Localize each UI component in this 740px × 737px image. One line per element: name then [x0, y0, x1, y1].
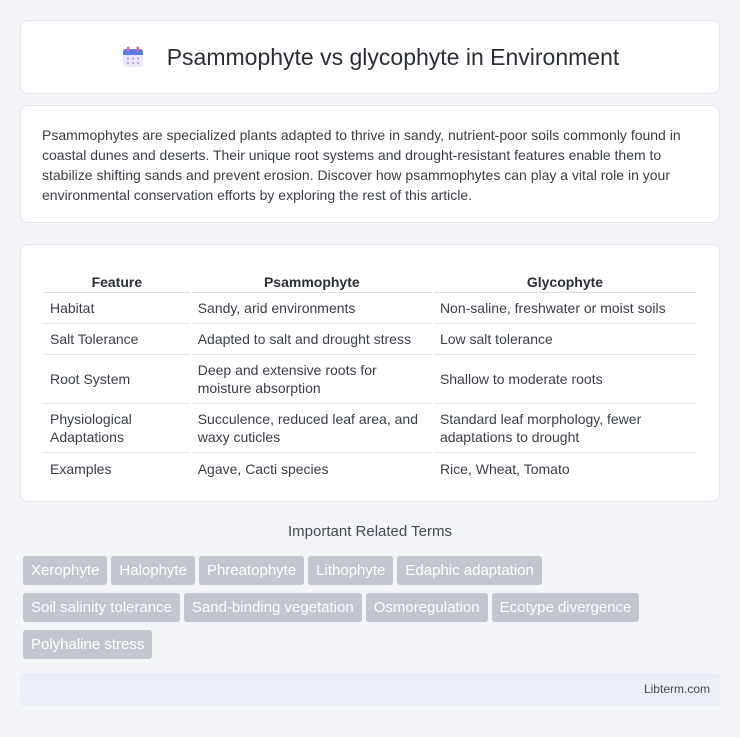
footer-site-link[interactable]: Libterm.com — [643, 682, 710, 696]
tag-xerophyte[interactable]: Xerophyte — [23, 556, 107, 585]
tag-osmoregulation[interactable]: Osmoregulation — [366, 593, 488, 622]
table-row — [44, 404, 696, 453]
tag-lithophyte[interactable]: Lithophyte — [308, 556, 393, 585]
table-row — [44, 453, 696, 484]
cell-glycophyte: Shallow to moderate roots — [434, 355, 696, 404]
cell-psammophyte: Agave, Cacti species — [197, 460, 329, 477]
cell-glycophyte: Rice, Wheat, Tomato — [439, 460, 570, 477]
cell-feature: Salt Tolerance — [44, 324, 190, 355]
header-psammophyte: Psammophyte — [192, 263, 432, 293]
tag-halophyte[interactable]: Halophyte — [111, 556, 195, 585]
title-card — [20, 20, 720, 94]
related-terms-heading: Important Related Terms — [288, 523, 452, 540]
table-row — [44, 293, 696, 324]
intro-text: Psammophytes are specialized plants adapted to thrive in sandy, nutrient-poor soils commonly found in coastal dunes and deserts. Their unique root systems and drought-resistant features enable them to stabilize shifting sands and prevent erosion. Discover how psammophytes can play a vital role in your environmental conservation efforts by exploring the rest of this article. — [42, 127, 681, 203]
page-title: Psammophyte vs glycophyte in Environment — [166, 43, 620, 70]
cell-glycophyte: Low salt tolerance — [434, 324, 696, 355]
cell-glycophyte: Non-saline, freshwater or moist soils — [434, 293, 696, 324]
tag-sand-binding-vegetation[interactable]: Sand-binding vegetation — [184, 593, 362, 622]
header-feature: Feature — [44, 263, 190, 293]
cell-psammophyte: Deep and extensive roots for moisture absorption — [192, 355, 432, 404]
cell-glycophyte: Standard leaf morphology, fewer adaptations to drought — [434, 404, 696, 453]
tag-soil-salinity-tolerance[interactable]: Soil salinity tolerance — [23, 593, 180, 622]
calendar-icon — [121, 45, 145, 69]
cell-feature: Examples — [50, 460, 112, 477]
tag-polyhaline-stress[interactable]: Polyhaline stress — [23, 630, 152, 659]
comparison-table-card — [20, 244, 720, 502]
cell-feature: Physiological Adaptations — [44, 404, 190, 453]
table-row — [44, 355, 696, 404]
intro-card — [20, 105, 720, 223]
cell-psammophyte: Sandy, arid environments — [192, 293, 432, 324]
comparison-table — [42, 263, 698, 484]
header-glycophyte: Glycophyte — [434, 263, 696, 293]
related-terms-list — [23, 556, 703, 667]
tag-edaphic-adaptation[interactable]: Edaphic adaptation — [397, 556, 541, 585]
table-row — [44, 324, 696, 355]
cell-psammophyte: Adapted to salt and drought stress — [192, 324, 432, 355]
footer — [20, 673, 720, 706]
tag-phreatophyte[interactable]: Phreatophyte — [199, 556, 304, 585]
cell-feature: Habitat — [44, 293, 190, 324]
tag-ecotype-divergence[interactable]: Ecotype divergence — [492, 593, 640, 622]
cell-feature: Root System — [44, 355, 190, 404]
cell-psammophyte: Succulence, reduced leaf area, and waxy cuticles — [192, 404, 432, 453]
table-header-row — [44, 263, 696, 293]
